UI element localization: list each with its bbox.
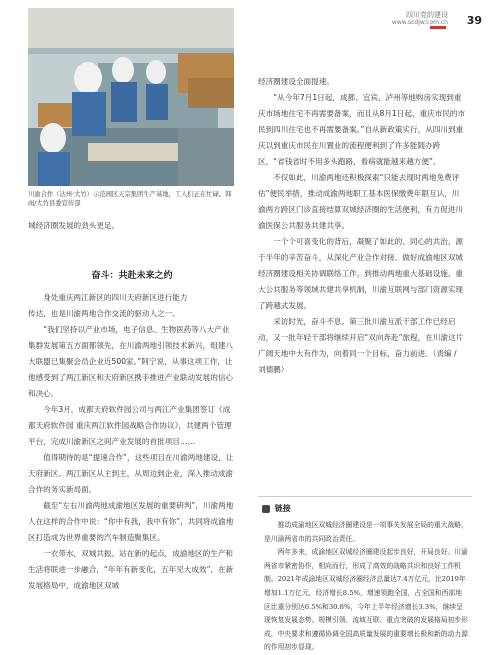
factory-photo-illustration [28,8,234,186]
links-sidebar [258,496,472,652]
links-paragraph: 两年多来，成渝地区双城经济圈建设起步良好，开局良好。川渝两省市紧密协作，相向而行，形成了高效的战略共识和良好工作机制。2021年成渝地区双城经济圈经济总量达7.4万亿元，比2019年增加1.1万亿元，经济增长8.5%，增速领跑全国，占全国和西部地区比重分别达6.5%和30.8%，今年上半年经济增长3.3%，继续呈现恢复发展态势。规模引领、流域互联、重点突破的发展格局初步形成，中央要求和遵循协调全国高质量发展的重要增长极和新的动力源的作用初步显现。 [264,548,468,652]
paragraph: “我们坚持以产业市场，电子信息、生物医药等八大产业集群发展第五方面都领先，在川渝两地引领技术新兴，组建八大联盟已集聚会员企业近500家。”阿宁说，从事这项工作，让他感受到了两江新区和天府新区携手推进产业联动发展的信心和决心。 [28,325,234,398]
links-heading-text: 链接 [274,504,291,513]
left-column-intro [28,218,236,234]
paragraph: 今年3月，成都天府软件园公司与两江产业集团签订《成都天府软件园 重庆两江软件园战略合作协议》，共建两个管理平台，完成川渝新区之间产业发展的首批项目…… [28,405,232,446]
header-accent-bar [430,26,446,29]
paragraph: “从今年7月1日起，成都、宜宾、泸州等地购房实现到重庆市场地住宅不再需要备案，而且从8月1日起，重庆市民的市民到四川住宅也不再需要备案。”自从新政策实行，从四川到重庆以到重庆市民在川置业的流程便利到了许多能随办跨区，“省钱省时不用多头跑路，看病就能越来越方便”。 [258,93,466,166]
paragraph: 经济圈建设全面提速。 [258,77,334,86]
link-icon [262,505,270,513]
paragraph: 一个个可喜变化的背后，凝聚了如此的、同心的共治，源于半年的辛苦奋斗，从深化产业合作对接、做好成渝地区双城经济圈建设相关协调联络工作，到推动两地重大基础设施、重大公共服务等领域共建共享机制，川渝互联网与部门资源实现了跨越式发展。 [258,237,464,310]
page-number: 39 [466,14,482,27]
photo-caption: 川渝合作（达州·大竹）示范园区天宗集团生产基地，工人们正在忙碌。韩雨/大竹县委宣传部 [28,191,232,207]
links-body [264,519,468,655]
links-paragraph: 推动成渝地区双城经济圈建设是一项事关发展全局的重大战略，是川渝两省市的共同政治责任。 [264,521,468,543]
section-title: 奋斗：共赴未来之约 [91,271,173,281]
page-header [288,8,488,52]
paragraph: 值得期待的是“提速合作”，这些项目在川渝两地建设，让天府新区、两江新区从主到主，从周边到企业，深入推动成渝合作的务实新局面。 [28,453,234,494]
paragraph: 不仅如此，川渝两地还积极探索“只能去现时两地免费评估”便民举措，推动成渝两地职工基本医保缴费年限互认，川渝两方跨区门诊直接结算双城经济圈的生活便利，有力促进川渝医保公共服务共建共享。 [258,173,464,230]
paragraph: 一衣带水，双城共振。站在新的起点，成渝地区的生产和生活将联进一步融合，“年年有新变化，五年见大成效”，在新发展格局中，成渝地区双城 [28,549,234,590]
right-column-body [258,74,466,378]
magazine-url: www.scdjw.com.cn [391,19,448,26]
paragraph: 采访时光，奋斗不息。第三批川渝互派干部工作已经启动，又一批年轻干部将继续开启“双向奔赴”旅程，在川渝这片广阔天地中大有作为，向着同一个目标，奋力前进。（责编 / 刘德鹏） [258,317,464,374]
intro-paragraph: 城经济圈发展的劲头更足。 [28,221,120,230]
paragraph: 身处重庆两江新区的四川天府新区进行能力 [43,293,188,302]
paragraph: 截至“左右川渝两地成渝地区发展的重要研判”，川渝两地人在这样的合作中说：“你中有我，我中有你”，共同将成渝地区打造成为世界重要的汽车制造聚集区。 [28,501,234,542]
factory-photo [28,8,234,186]
paragraph: 传达，也是川渝两地合作交流的驱动人之一。 [28,309,180,318]
magazine-name: 四川党的建设 [406,11,448,19]
links-heading [262,503,291,514]
left-column-body [28,290,236,594]
